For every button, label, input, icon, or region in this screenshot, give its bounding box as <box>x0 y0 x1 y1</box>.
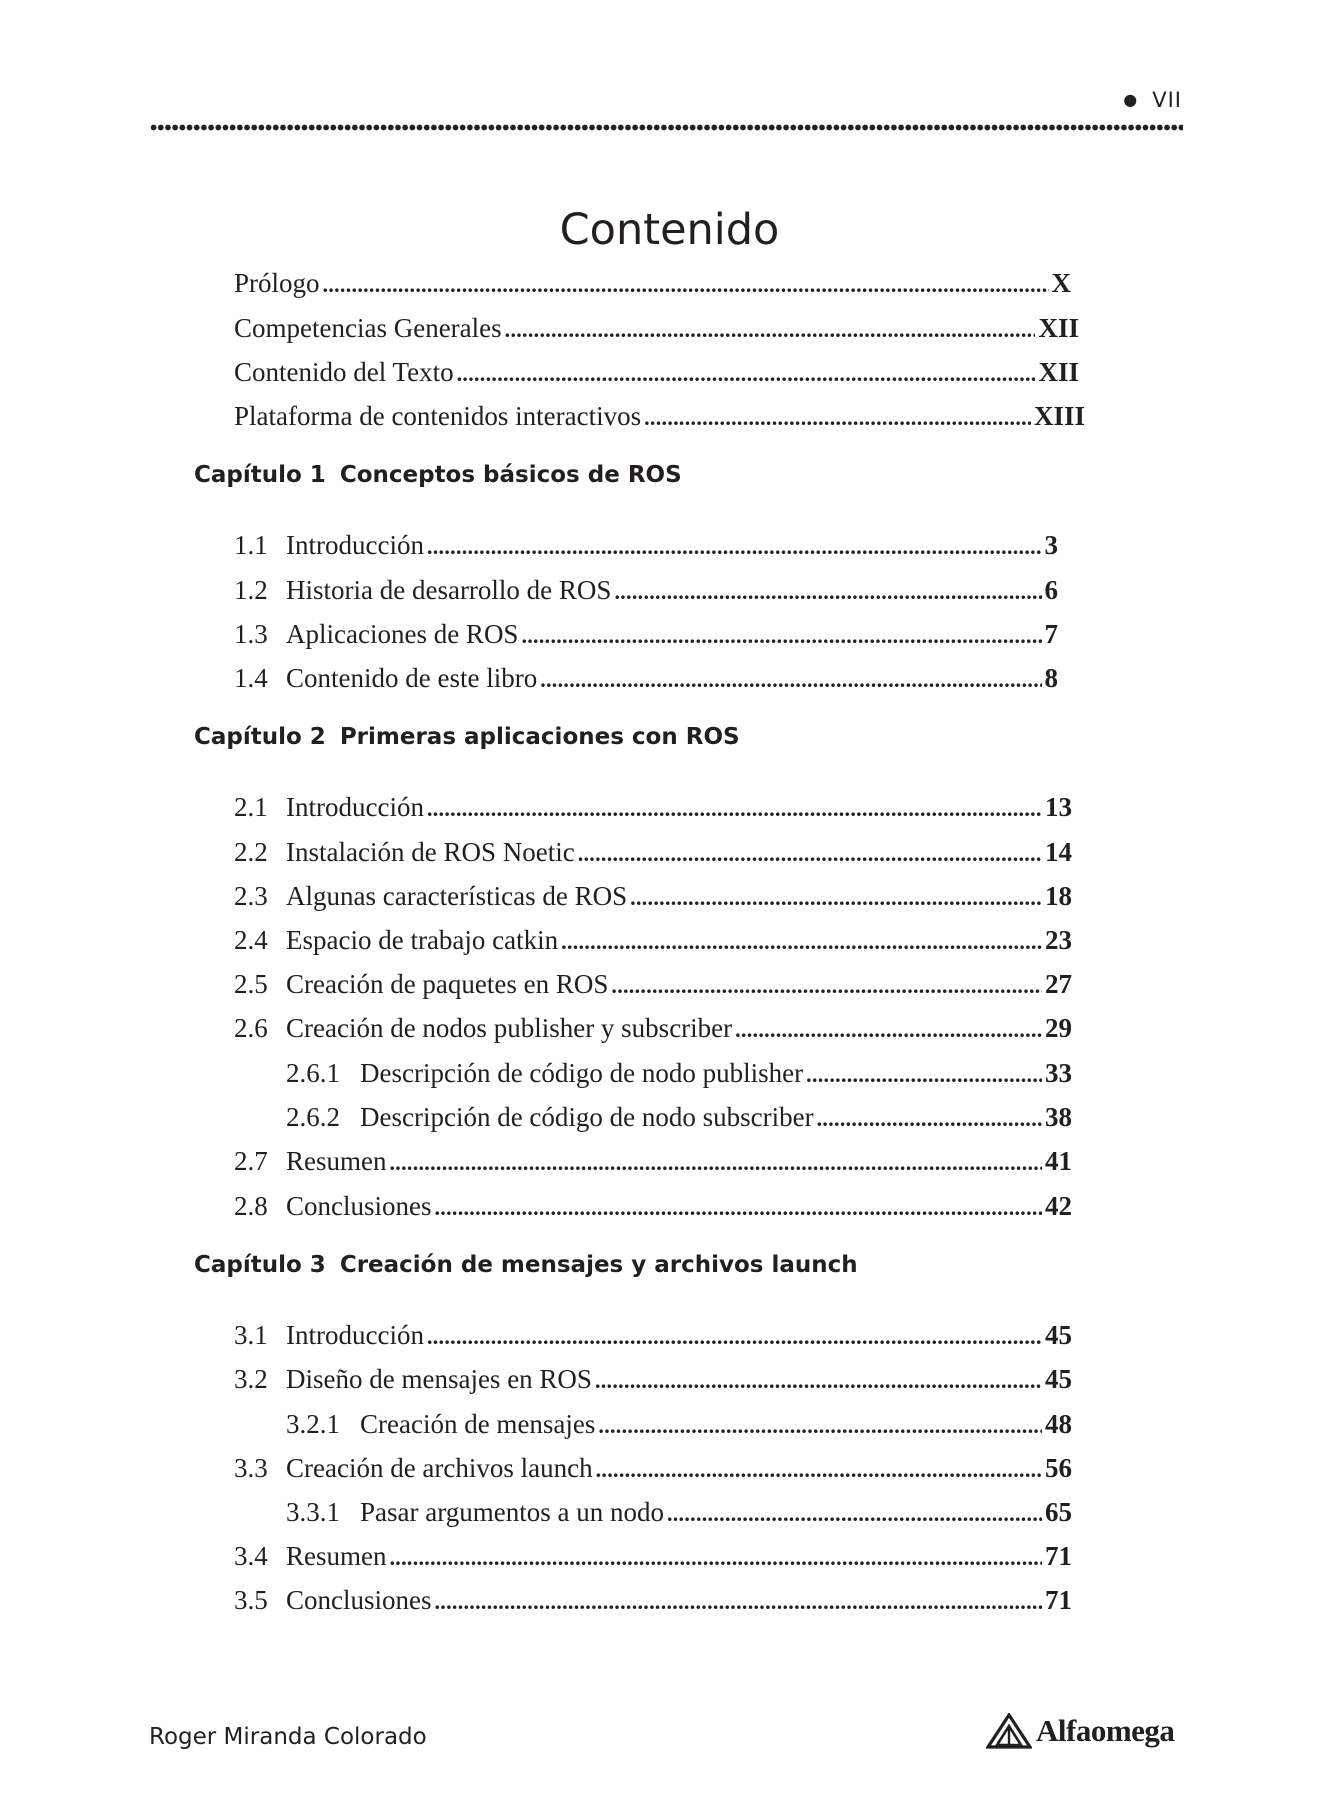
toc-entry-prologo[interactable]: Prólogo . . . X <box>234 265 1071 301</box>
bullet-icon: ● <box>1123 90 1139 109</box>
dot-leader <box>644 400 1031 436</box>
page-number: ● VII <box>1123 88 1182 112</box>
toc-entry[interactable]: 3.5 Conclusiones . . . 71 <box>234 1582 1072 1618</box>
dot-leader <box>578 836 1042 872</box>
dot-leader <box>521 618 1041 654</box>
alfaomega-logo-icon <box>986 1713 1032 1749</box>
dot-leader <box>614 574 1041 610</box>
toc-subentry[interactable]: 3.3.1 Pasar argumentos a un nodo . . . 65 <box>286 1494 1072 1530</box>
chapter-1-heading[interactable]: Capítulo 1 Conceptos básicos de ROS <box>194 462 682 488</box>
dot-leader <box>806 1057 1042 1093</box>
dot-leader <box>427 791 1042 827</box>
dot-leader <box>611 968 1042 1004</box>
toc-entry-plataforma[interactable]: Plataforma de contenidos interactivos . . . XIII <box>234 398 1085 434</box>
toc-entry[interactable]: 3.4 Resumen . . . 71 <box>234 1538 1072 1574</box>
dot-leader <box>630 880 1042 916</box>
dot-leader <box>390 1540 1043 1576</box>
dot-leader <box>505 312 1036 348</box>
dot-leader <box>561 924 1042 960</box>
toc-entry[interactable]: 3.2 Diseño de mensajes en ROS . . . 45 <box>234 1361 1072 1397</box>
toc-entry[interactable]: 2.4 Espacio de trabajo catkin . . . 23 <box>234 922 1072 958</box>
toc-entry[interactable]: 2.6 Creación de nodos publisher y subscriber . . . 29 <box>234 1010 1072 1046</box>
dot-leader <box>427 1319 1042 1355</box>
page-title: Contenido <box>559 205 780 255</box>
dotted-rule <box>150 124 1183 131</box>
dot-leader <box>427 529 1042 565</box>
toc-entry[interactable]: 2.8 Conclusiones . . . 42 <box>234 1188 1072 1224</box>
toc-entry[interactable]: 2.2 Instalación de ROS Noetic . . . 14 <box>234 834 1072 870</box>
toc-entry-competencias[interactable]: Competencias Generales . . . XII <box>234 310 1079 346</box>
publisher-logo <box>986 1713 1174 1749</box>
toc-entry-contenido-texto[interactable]: Contenido del Texto . . . XII <box>234 354 1079 390</box>
chapter-2-heading[interactable]: Capítulo 2 Primeras aplicaciones con ROS <box>194 724 740 750</box>
toc-entry[interactable]: 2.5 Creación de paquetes en ROS . . . 27 <box>234 966 1072 1002</box>
toc-entry[interactable]: 2.1 Introducción . . . 13 <box>234 789 1072 825</box>
toc-entry[interactable]: 1.1 Introducción . . . 3 <box>234 527 1058 563</box>
dot-leader <box>435 1190 1043 1226</box>
dot-leader <box>323 267 1049 303</box>
toc-entry[interactable]: 1.4 Contenido de este libro . . . 8 <box>234 660 1058 696</box>
publisher-name: Alfaomega <box>1036 1713 1175 1748</box>
footer-author: Roger Miranda Colorado <box>149 1724 427 1750</box>
dot-leader <box>457 356 1036 392</box>
dot-leader <box>735 1012 1042 1048</box>
toc-entry[interactable]: 1.2 Historia de desarrollo de ROS . . . 6 <box>234 572 1058 608</box>
chapter-3-heading[interactable]: Capítulo 3 Creación de mensajes y archivos launch <box>194 1252 858 1278</box>
toc-entry[interactable]: 1.3 Aplicaciones de ROS . . . 7 <box>234 616 1058 652</box>
dot-leader <box>390 1145 1043 1181</box>
dot-leader <box>435 1584 1043 1620</box>
dot-leader <box>596 1452 1042 1488</box>
dot-leader <box>540 662 1041 698</box>
toc-subentry[interactable]: 3.2.1 Creación de mensajes . . . 48 <box>286 1406 1072 1442</box>
toc-entry[interactable]: 3.1 Introducción . . . 45 <box>234 1317 1072 1353</box>
toc-entry[interactable]: 3.3 Creación de archivos launch . . . 56 <box>234 1450 1072 1486</box>
toc-subentry[interactable]: 2.6.1 Descripción de código de nodo publisher . . . 33 <box>286 1055 1072 1091</box>
dot-leader <box>667 1496 1042 1532</box>
dot-leader <box>817 1101 1042 1137</box>
toc-subentry[interactable]: 2.6.2 Descripción de código de nodo subscriber . . . 38 <box>286 1099 1072 1135</box>
toc-entry[interactable]: 2.7 Resumen . . . 41 <box>234 1143 1072 1179</box>
dot-leader <box>598 1408 1042 1444</box>
toc-entry[interactable]: 2.3 Algunas características de ROS . . . 18 <box>234 878 1072 914</box>
dot-leader <box>595 1363 1042 1399</box>
